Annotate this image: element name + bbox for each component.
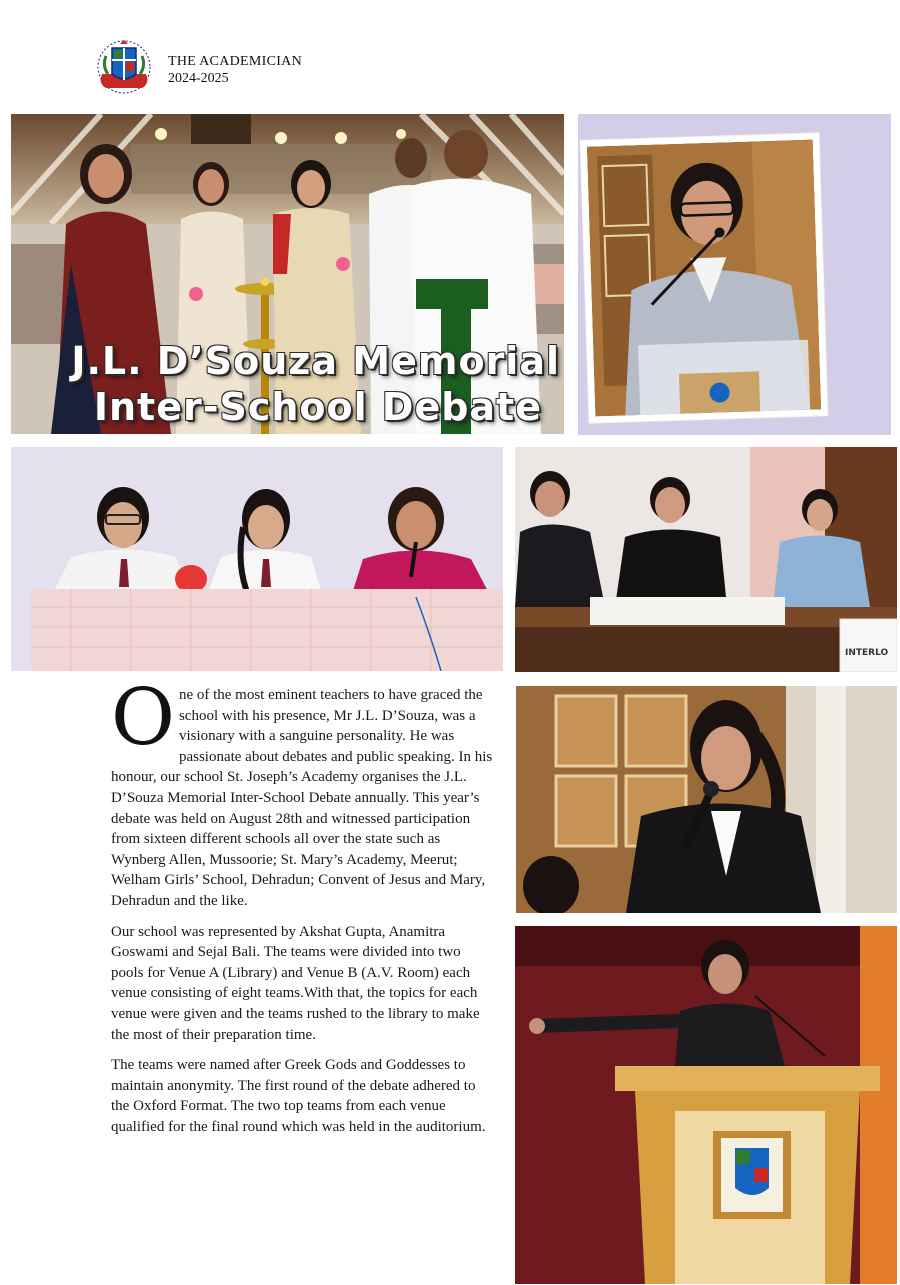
article-paragraph-3: The teams were named after Greek Gods and Goddesses to maintain anonymity. The first round of the debate adhered to the Oxford Format. The two top teams from each venue qualified for the final round which was held in the auditorium. — [111, 1057, 486, 1135]
event-title-line2: Inter-School Debate — [93, 385, 542, 429]
judges-panel-illustration — [11, 447, 503, 671]
photo-debate-team — [515, 447, 897, 672]
article-paragraph-1-text: ne of the most eminent teachers to have graced the school with his presence, Mr J.L. D’Souza, was a visionary with a sanguine personality. He was passionate about debates and public speaking. In his honour, our school St. Joseph’s Academy organises the J.L. D’Souza Memorial Inter-School Debate annually. This year’s debate was held on August 28th and witnessed participation from sixteen different schools all over the state such as Wynberg Allen, Mussoorie; St. Mary’s Academy, Meerut; Welham Girls’ School, Dehradun; Convent of Jesus and Mary, Dehradun and the like. — [111, 687, 493, 909]
team-desk-sign: INTERLO — [845, 648, 889, 658]
photo-judges-panel — [11, 447, 503, 671]
article-paragraph-1 — [111, 673, 494, 912]
magazine-year: 2024-2025 — [168, 71, 229, 86]
photo-speaker-at-lectern — [515, 926, 897, 1284]
speaker-with-microphone-illustration — [516, 686, 897, 913]
article-body — [111, 673, 494, 1147]
photo-speaker-with-microphone — [516, 686, 897, 913]
page-header — [92, 38, 352, 96]
photo-speaker-at-podium — [581, 133, 828, 422]
debate-team-illustration — [515, 447, 897, 672]
dropcap-letter: O — [111, 673, 175, 763]
speaker-at-podium-illustration — [587, 140, 821, 417]
magazine-title: THE ACADEMICIAN — [168, 54, 302, 69]
event-title — [11, 338, 564, 430]
event-title-line1: J.L. D’Souza Memorial — [71, 339, 560, 383]
speaker-at-lectern-illustration — [515, 926, 897, 1284]
photo-lamp-lighting — [11, 114, 564, 434]
school-crest-icon — [92, 38, 156, 96]
article-paragraph-2: Our school was represented by Akshat Gupta, Anamitra Goswami and Sejal Bali. The teams were divided into two pools for Venue A (Library) and Venue B (A.V. Room) each venue consisting of eight teams.With that, the topics for each venue were given and the teams rushed to the library to make the most of their preparation time. — [111, 923, 480, 1043]
